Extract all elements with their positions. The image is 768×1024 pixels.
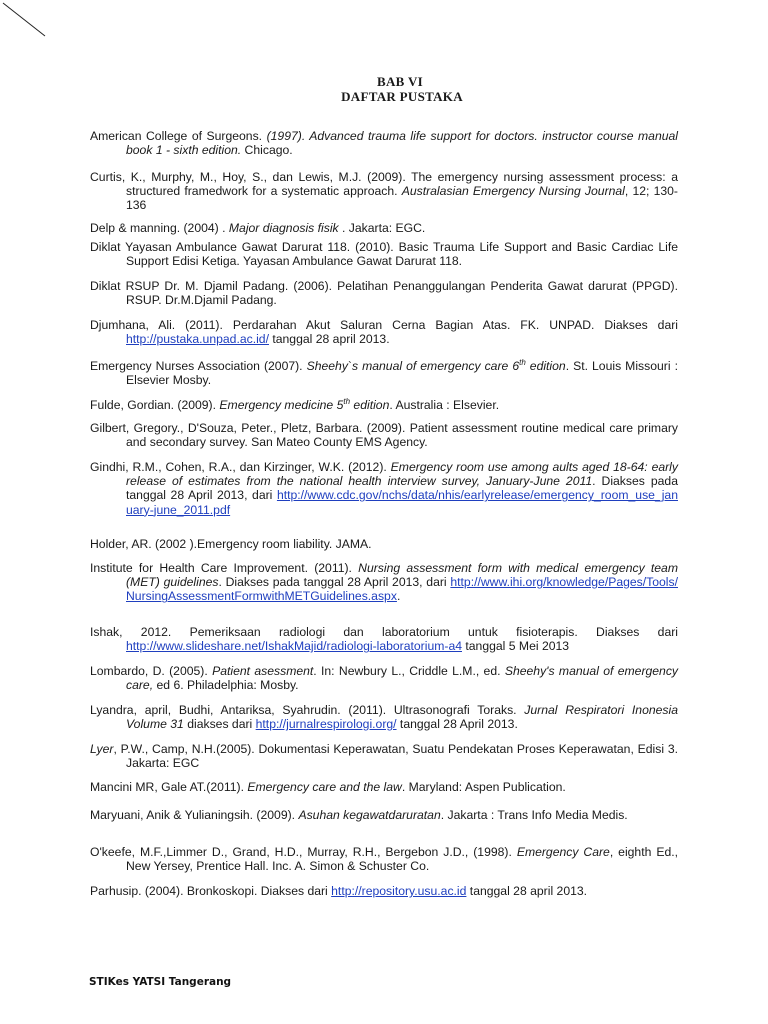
chapter-number: BAB VI (377, 74, 423, 89)
ref-title: Emergency medicine 5 (219, 398, 344, 413)
ref-text: . Maryland: Aspen Publication. (401, 780, 566, 794)
ref-sup: th (343, 397, 351, 406)
ref-author: Lyer (90, 742, 114, 756)
reference-item (90, 356, 678, 387)
ref-title: Asuhan kegawatdaruratan (298, 808, 441, 822)
reference-item (90, 221, 678, 235)
ref-text: . Diakses pada tanggal 28 April 2013, dari (218, 575, 451, 590)
ref-text: , eighth Ed., New Yersey, Prentice Hall. Inc. A. Simon & Schuster Co. (126, 845, 678, 874)
reference-item (90, 742, 678, 770)
ref-title: Major diagnosis fisik (228, 221, 339, 235)
ref-text: Parhusip. (2004). Bronkoskopi. Diakses dari (90, 884, 332, 898)
ref-link[interactable]: http://jurnalrespirologi.org/ (255, 717, 397, 732)
reference-item (90, 808, 678, 822)
ref-text: . Jakarta : Trans Info Media Medis. (440, 808, 628, 822)
ref-text: . St. Louis Missouri : Elsevier Mosby. (126, 359, 678, 388)
ref-text: Chicago. (241, 143, 293, 158)
reference-item (90, 395, 678, 412)
reference-item (90, 845, 678, 873)
ref-title: Nursing assessment form with medical emergency team (MET) guidelines (126, 561, 678, 590)
ref-text: Fulde, Gordian. (2009). (90, 398, 220, 413)
reference-line (90, 129, 678, 158)
ref-text: Mancini MR, Gale AT.(2011). (90, 780, 248, 794)
ref-journal: Jurnal Respiratori Inonesia Volume 31 (126, 703, 678, 732)
ref-text: Emergency Nurses Association (2007). (90, 359, 307, 374)
reference-item (90, 537, 678, 551)
ref-text: ed 6. Philadelphia: Mosby. (153, 678, 299, 693)
ref-text: Diklat Yayasan Ambulance Gawat Darurat 118. (2010). Basic Trauma Life Support and Basic Cardiac Life Support Edisi Ketiga. Yayasan Ambulance Gawat Darurat 118. (90, 240, 678, 269)
ref-text: tanggal 28 april 2013. (268, 332, 390, 347)
reference-item (90, 703, 678, 731)
ref-text: Curtis, K., Murphy, M., Hoy, S., dan Lewis, M.J. (2009). The emergency nursing assessment process: a structured framedwork for a systematic approach. (90, 170, 678, 199)
chapter-title: DAFTAR PUSTAKA (341, 89, 463, 104)
ref-text: , 12; 130-136 (126, 184, 678, 213)
ref-link[interactable]: http://www.ihi.org/knowledge/Pages/Tools/NursingAssessmentFormwithMETGuidelines.aspx (126, 575, 678, 604)
reference-item (90, 170, 678, 213)
ref-title: Patient asessment (212, 664, 314, 678)
ref-sup: th (519, 358, 526, 367)
ref-title: (1997). Advanced trauma life support for doctors. instructor course manual book 1 - sixth edition. (126, 129, 678, 158)
ref-text: Maryuani, Anik & Yulianingsih. (2009). (90, 808, 299, 822)
ref-link[interactable]: http://www.cdc.gov/nchs/data/nhis/earlyrelease/emergency_room_use_january-june_2011.pdf (126, 488, 678, 517)
ref-title: Sheehy's manual of emergency care, (126, 664, 679, 693)
ref-title: edition (350, 398, 390, 413)
reference-item (90, 421, 678, 449)
ref-text: tanggal 5 Mei 2013 (462, 639, 570, 654)
ref-text: . (396, 589, 401, 604)
reference-item (90, 279, 678, 307)
reference-item (90, 318, 678, 346)
ref-text: tanggal 28 april 2013. (466, 884, 588, 898)
ref-title: Emergency Care (516, 845, 610, 859)
reference-item (90, 625, 678, 653)
ref-title: Emergency care and the law (247, 780, 402, 794)
reference-item (90, 460, 678, 517)
reference-item (90, 664, 678, 692)
ref-text: Lombardo, D. (2005). (90, 664, 213, 678)
reference-item (90, 780, 678, 794)
ref-text: Ishak, 2012. Pemeriksaan radiologi dan laboratorium untuk fisioterapis. Diakses dari (90, 625, 678, 639)
ref-text: . Diakses pada tanggal 28 April 2013, dari (126, 474, 678, 503)
ref-text: . Australia : Elsevier. (389, 398, 500, 413)
ref-link[interactable]: http://repository.usu.ac.id (331, 884, 467, 898)
reference-item (90, 240, 678, 268)
ref-text: O'keefe, M.F.,Limmer D., Grand, H.D., Murray, R.H., Bergebon J.D., (1998). (90, 845, 517, 859)
ref-text: Institute for Health Care Improvement. (2011). (90, 561, 359, 575)
ref-journal: Australasian Emergency Nursing Journal (401, 184, 625, 199)
corner-diagonal-line (0, 0, 50, 40)
ref-text: Gilbert, Gregory., D'Souza, Peter., Pletz, Barbara. (2009). Patient assessment routine medical care primary and secondary survey. San Mateo County EMS Agency. (90, 421, 678, 450)
ref-text: . In: Newbury L., Criddle L.M., ed. (313, 664, 505, 678)
reference-item (90, 884, 678, 898)
ref-link[interactable]: http://www.slideshare.net/IshakMajid/radiologi-laboratorium-a4 (126, 639, 462, 654)
ref-text: Delp & manning. (2004) . (90, 221, 229, 235)
reference-item (90, 561, 678, 604)
ref-text: tanggal 28 April 2013. (396, 717, 518, 732)
ref-text: Gindhi, R.M., Cohen, R.A., dan Kirzinger, W.K. (2012). (90, 460, 391, 474)
ref-text: Holder, AR. (2002 ).Emergency room liability. JAMA. (90, 537, 372, 551)
ref-title: Sheehy`s manual of emergency care 6 (306, 359, 520, 374)
ref-link[interactable]: http://pustaka.unpad.ac.id/ (126, 332, 269, 347)
ref-text: , P.W., Camp, N.H.(2005). Dokumentasi Keperawatan, Suatu Pendekatan Proses Keperawatan, Edisi 3. Jakarta: EGC (113, 742, 678, 771)
ref-text: diakses dari (183, 717, 256, 732)
ref-text: American College of Surgeons. (90, 129, 267, 143)
ref-text: Diklat RSUP Dr. M. Djamil Padang. (2006). Pelatihan Penanggulangan Penderita Gawat darurat (PPGD). RSUP. Dr.M.Djamil Padang. (90, 279, 678, 308)
page-footer: STIKes YATSI Tangerang (89, 976, 232, 988)
ref-title: Emergency room use among aults aged 18-64: early release of estimates from the national health interview survey, January-June 2011 (126, 460, 678, 489)
ref-text: Djumhana, Ali. (2011). Perdarahan Akut Saluran Cerna Bagian Atas. FK. UNPAD. Diakses dari (90, 318, 678, 332)
reference-item (90, 129, 678, 157)
ref-text: Lyandra, april, Budhi, Antariksa, Syahrudin. (2011). Ultrasonografi Toraks. (90, 703, 525, 717)
ref-text: . Jakarta: EGC. (338, 221, 426, 235)
ref-title: edition (525, 359, 566, 374)
